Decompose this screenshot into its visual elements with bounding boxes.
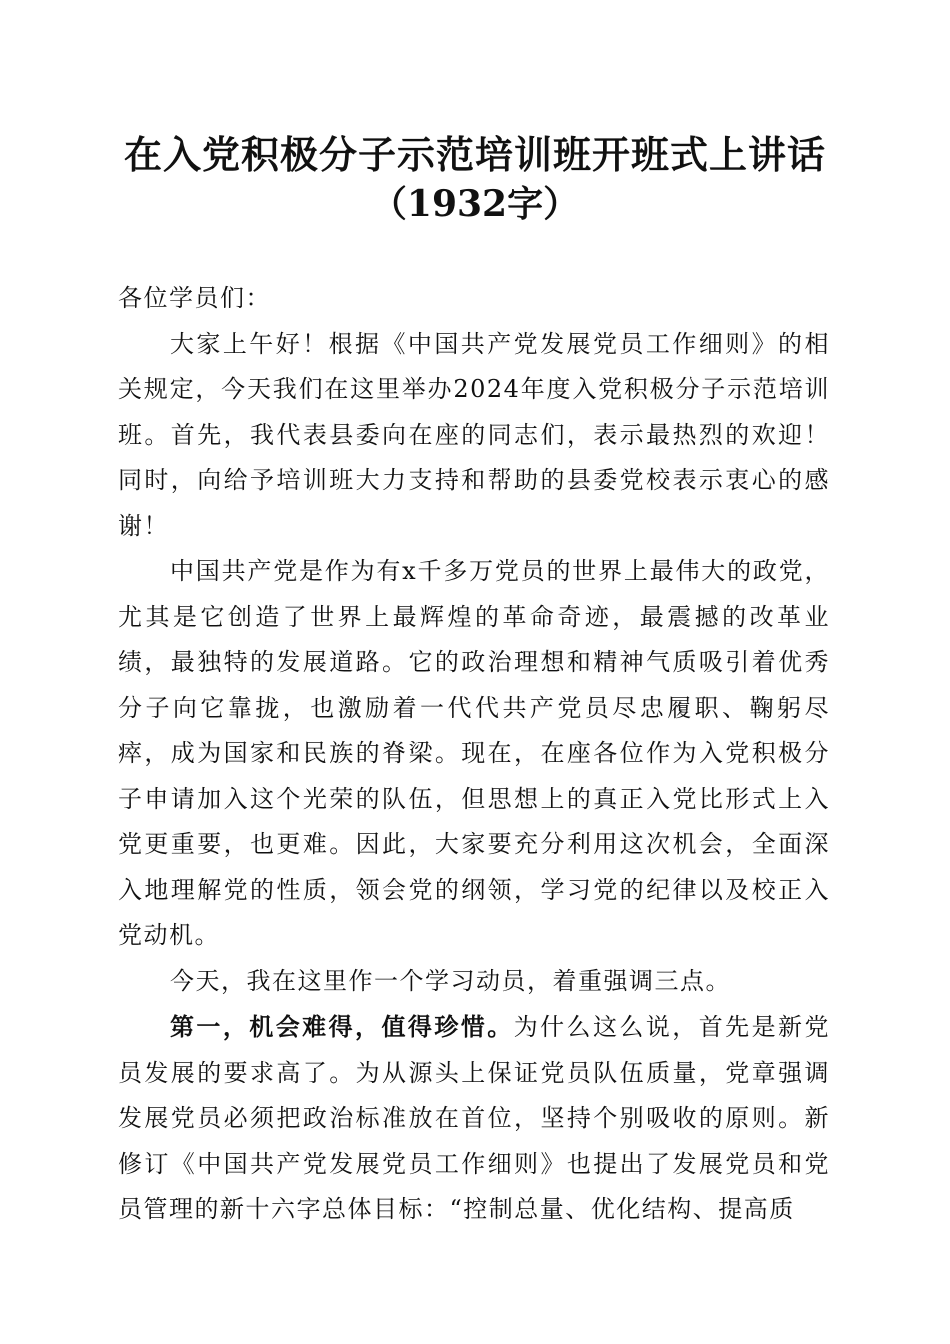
paragraph-3 — [118, 959, 830, 1005]
paragraph-2-text: 中国共产党是作为有x千多万党员的世界上最伟大的政党，尤其是它创造了世界上最辉煌的革命奇迹，最震撼的改革业绩，最独特的发展道路。它的政治理想和精神气质吸引着优秀分子向它靠拢，也激励着一代代共产党员尽忠履职、鞠躬尽瘁，成为国家和民族的脊梁。现在，在座各位作为入党积极分子申请加入这个光荣的队伍，但思想上的真正入党比形式上入党更重要，也更难。因此，大家要充分利用这次机会，全面深入地理解党的性质，领会党的纲领，学习党的纪律以及校正入党动机。 — [118, 557, 830, 949]
paragraph-4 — [118, 1004, 830, 1233]
document-body — [118, 276, 830, 1233]
paragraph-2 — [118, 549, 830, 959]
salutation: 各位学员们： — [118, 284, 271, 312]
paragraph-4-text: 为什么这么说，首先是新党员发展的要求高了。为从源头上保证党员队伍质量，党章强调发展党员必须把政治标准放在首位，坚持个别吸收的原则。新修订《中国共产党发展党员工作细则》也提出了发展党员和党员管理的新十六字总体目标：“控制总量、优化结构、提高质 — [118, 1013, 830, 1223]
paragraph-1 — [118, 322, 830, 550]
paragraph-3-text: 今天，我在这里作一个学习动员，着重强调三点。 — [170, 966, 731, 995]
document-word-count: （1932字） — [370, 183, 580, 225]
paragraph-4-lead: 第一，机会难得，值得珍惜。 — [170, 1012, 514, 1041]
paragraph-1-text: 大家上午好！根据《中国共产党发展党员工作细则》的相关规定，今天我们在这里举办2024年度入党积极分子示范培训班。首先，我代表县委向在座的同志们，表示最热烈的欢迎！同时，向给予培训班大力支持和帮助的县委党校表示衷心的感谢！ — [118, 329, 830, 540]
title-block — [60, 130, 890, 228]
document-title: 在入党积极分子示范培训班开班式上讲话 — [123, 132, 826, 177]
